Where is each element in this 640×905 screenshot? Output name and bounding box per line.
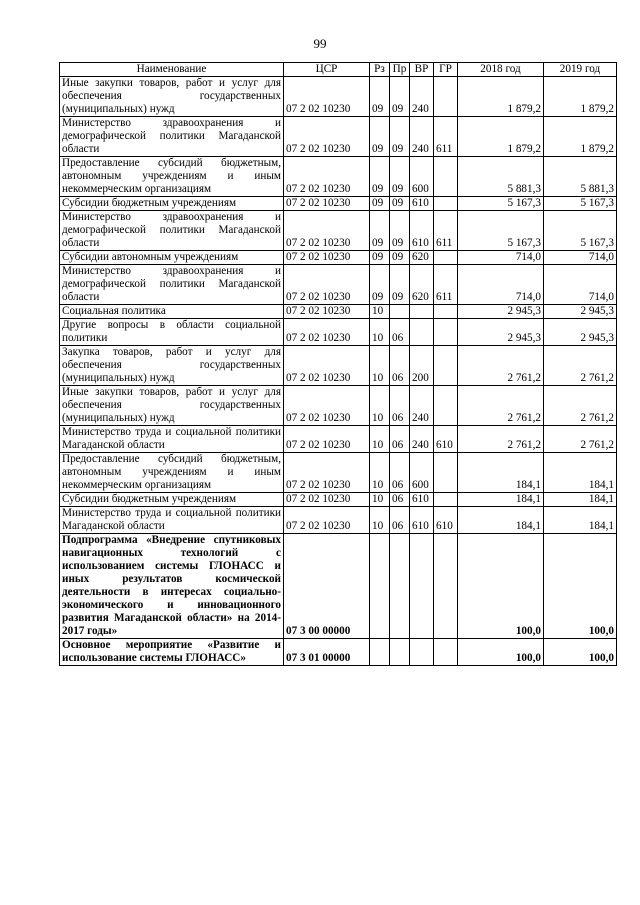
cell-vr: 600 (410, 157, 434, 197)
cell-vr: 620 (410, 251, 434, 265)
cell-name: Министерство здравоохранения и демографической политики Магаданской области (60, 265, 284, 305)
cell-2018: 2 761,2 (458, 346, 544, 386)
cell-name: Предоставление субсидий бюджетным, автономным учреждениям и иным некоммерческим организациям (60, 157, 284, 197)
cell-vr: 240 (410, 77, 434, 117)
table-row (60, 493, 617, 507)
cell-name: Субсидии бюджетным учреждениям (60, 493, 284, 507)
cell-2019: 714,0 (544, 265, 617, 305)
cell-2019: 1 879,2 (544, 117, 617, 157)
cell-2019: 184,1 (544, 507, 617, 534)
cell-2018: 2 945,3 (458, 319, 544, 346)
cell-rz: 10 (370, 305, 390, 319)
cell-2018: 1 879,2 (458, 77, 544, 117)
cell-gr (434, 346, 458, 386)
column-header: 2018 год (458, 63, 544, 77)
cell-2018: 1 879,2 (458, 117, 544, 157)
cell-vr (410, 319, 434, 346)
cell-vr (410, 534, 434, 639)
cell-gr (434, 157, 458, 197)
cell-name: Министерство труда и социальной политики Магаданской области (60, 507, 284, 534)
cell-csr: 07 2 02 10230 (284, 305, 370, 319)
cell-csr: 07 2 02 10230 (284, 265, 370, 305)
cell-2018: 2 761,2 (458, 426, 544, 453)
table-row (60, 346, 617, 386)
cell-2018: 5 167,3 (458, 197, 544, 211)
cell-name: Субсидии бюджетным учреждениям (60, 197, 284, 211)
cell-vr: 610 (410, 211, 434, 251)
cell-pr: 09 (390, 77, 410, 117)
cell-name: Основное мероприятие «Развитие и использование системы ГЛОНАСС» (60, 639, 284, 666)
cell-name: Предоставление субсидий бюджетным, автономным учреждениям и иным некоммерческим организациям (60, 453, 284, 493)
cell-vr: 610 (410, 197, 434, 211)
cell-2018: 2 945,3 (458, 305, 544, 319)
cell-2019: 100,0 (544, 534, 617, 639)
cell-vr: 200 (410, 346, 434, 386)
table-row (60, 117, 617, 157)
table-row (60, 534, 617, 639)
column-header: ГР (434, 63, 458, 77)
cell-rz: 09 (370, 157, 390, 197)
cell-csr: 07 2 02 10230 (284, 507, 370, 534)
cell-gr (434, 453, 458, 493)
cell-gr (434, 319, 458, 346)
cell-vr: 610 (410, 507, 434, 534)
cell-rz: 10 (370, 507, 390, 534)
cell-gr: 611 (434, 117, 458, 157)
cell-name: Закупка товаров, работ и услуг для обеспечения государственных (муниципальных) нужд (60, 346, 284, 386)
cell-vr: 240 (410, 426, 434, 453)
table-row (60, 157, 617, 197)
cell-csr: 07 2 02 10230 (284, 157, 370, 197)
cell-pr: 09 (390, 251, 410, 265)
cell-csr: 07 2 02 10230 (284, 197, 370, 211)
table-row (60, 77, 617, 117)
cell-pr: 09 (390, 117, 410, 157)
cell-pr: 06 (390, 453, 410, 493)
cell-2019: 100,0 (544, 639, 617, 666)
cell-rz: 10 (370, 426, 390, 453)
cell-vr: 240 (410, 117, 434, 157)
cell-2018: 184,1 (458, 507, 544, 534)
cell-pr: 06 (390, 493, 410, 507)
cell-2019: 184,1 (544, 453, 617, 493)
cell-name: Субсидии автономным учреждениям (60, 251, 284, 265)
column-header: 2019 год (544, 63, 617, 77)
page-number: 99 (313, 36, 327, 51)
table-row (60, 426, 617, 453)
cell-gr (434, 386, 458, 426)
cell-2019: 184,1 (544, 493, 617, 507)
cell-gr (434, 305, 458, 319)
cell-csr: 07 2 02 10230 (284, 453, 370, 493)
cell-name: Министерство труда и социальной политики Магаданской области (60, 426, 284, 453)
cell-2019: 2 945,3 (544, 305, 617, 319)
cell-pr: 09 (390, 157, 410, 197)
column-header: Рз (370, 63, 390, 77)
cell-pr (390, 639, 410, 666)
cell-2019: 2 945,3 (544, 319, 617, 346)
cell-rz: 10 (370, 346, 390, 386)
cell-pr (390, 534, 410, 639)
column-header: ВР (410, 63, 434, 77)
cell-pr: 06 (390, 507, 410, 534)
cell-vr (410, 639, 434, 666)
column-header: ЦСР (284, 63, 370, 77)
cell-vr: 610 (410, 493, 434, 507)
cell-2019: 1 879,2 (544, 77, 617, 117)
cell-csr: 07 2 02 10230 (284, 426, 370, 453)
cell-name: Подпрограмма «Внедрение спутниковых навигационных технологий с использованием системы ГЛОНАСС и иных результатов космической деятельности в интересах социально-экономического и инновационного развития Магаданской области» на 2014-2017 годы» (60, 534, 284, 639)
cell-csr: 07 2 02 10230 (284, 319, 370, 346)
cell-2019: 5 881,3 (544, 157, 617, 197)
cell-rz: 09 (370, 265, 390, 305)
column-header: Пр (390, 63, 410, 77)
cell-2018: 5 881,3 (458, 157, 544, 197)
table-row (60, 386, 617, 426)
cell-vr: 240 (410, 386, 434, 426)
cell-pr: 06 (390, 346, 410, 386)
cell-gr (434, 197, 458, 211)
cell-gr: 610 (434, 507, 458, 534)
cell-gr (434, 639, 458, 666)
cell-rz: 09 (370, 251, 390, 265)
cell-name: Социальная политика (60, 305, 284, 319)
cell-name: Министерство здравоохранения и демографической политики Магаданской области (60, 117, 284, 157)
cell-rz: 09 (370, 197, 390, 211)
cell-name: Иные закупки товаров, работ и услуг для обеспечения государственных (муниципальных) нужд (60, 77, 284, 117)
cell-rz: 10 (370, 319, 390, 346)
table-row (60, 265, 617, 305)
cell-gr (434, 251, 458, 265)
cell-2018: 714,0 (458, 251, 544, 265)
cell-pr (390, 305, 410, 319)
cell-pr: 09 (390, 211, 410, 251)
cell-gr: 611 (434, 211, 458, 251)
cell-csr: 07 2 02 10230 (284, 117, 370, 157)
cell-2019: 714,0 (544, 251, 617, 265)
cell-csr: 07 2 02 10230 (284, 211, 370, 251)
cell-csr: 07 2 02 10230 (284, 251, 370, 265)
cell-rz: 09 (370, 77, 390, 117)
cell-gr (434, 534, 458, 639)
cell-2019: 5 167,3 (544, 211, 617, 251)
cell-gr: 611 (434, 265, 458, 305)
cell-vr: 600 (410, 453, 434, 493)
budget-table (59, 62, 617, 666)
cell-2018: 2 761,2 (458, 386, 544, 426)
cell-rz: 09 (370, 211, 390, 251)
cell-csr: 07 3 00 00000 (284, 534, 370, 639)
table-row (60, 453, 617, 493)
cell-rz: 10 (370, 493, 390, 507)
cell-rz (370, 534, 390, 639)
cell-2018: 184,1 (458, 493, 544, 507)
cell-pr: 09 (390, 197, 410, 211)
cell-rz: 09 (370, 117, 390, 157)
table-row (60, 211, 617, 251)
cell-pr: 09 (390, 265, 410, 305)
table-row (60, 507, 617, 534)
cell-csr: 07 2 02 10230 (284, 493, 370, 507)
cell-2018: 5 167,3 (458, 211, 544, 251)
table-row (60, 197, 617, 211)
column-header: Наименование (60, 63, 284, 77)
cell-2019: 5 167,3 (544, 197, 617, 211)
cell-csr: 07 3 01 00000 (284, 639, 370, 666)
table-row (60, 639, 617, 666)
cell-rz (370, 639, 390, 666)
cell-vr: 620 (410, 265, 434, 305)
cell-pr: 06 (390, 386, 410, 426)
cell-rz: 10 (370, 386, 390, 426)
table-header-row (60, 63, 617, 77)
cell-rz: 10 (370, 453, 390, 493)
cell-gr (434, 77, 458, 117)
table-row (60, 251, 617, 265)
cell-name: Иные закупки товаров, работ и услуг для обеспечения государственных (муниципальных) нужд (60, 386, 284, 426)
cell-2019: 2 761,2 (544, 386, 617, 426)
cell-csr: 07 2 02 10230 (284, 386, 370, 426)
cell-gr (434, 493, 458, 507)
cell-2018: 184,1 (458, 453, 544, 493)
table-row (60, 305, 617, 319)
cell-2019: 2 761,2 (544, 426, 617, 453)
cell-pr: 06 (390, 319, 410, 346)
cell-name: Министерство здравоохранения и демографической политики Магаданской области (60, 211, 284, 251)
cell-2018: 714,0 (458, 265, 544, 305)
cell-2018: 100,0 (458, 639, 544, 666)
cell-pr: 06 (390, 426, 410, 453)
cell-name: Другие вопросы в области социальной политики (60, 319, 284, 346)
cell-gr: 610 (434, 426, 458, 453)
cell-csr: 07 2 02 10230 (284, 77, 370, 117)
table-row (60, 319, 617, 346)
cell-2019: 2 761,2 (544, 346, 617, 386)
cell-csr: 07 2 02 10230 (284, 346, 370, 386)
cell-2018: 100,0 (458, 534, 544, 639)
cell-vr (410, 305, 434, 319)
